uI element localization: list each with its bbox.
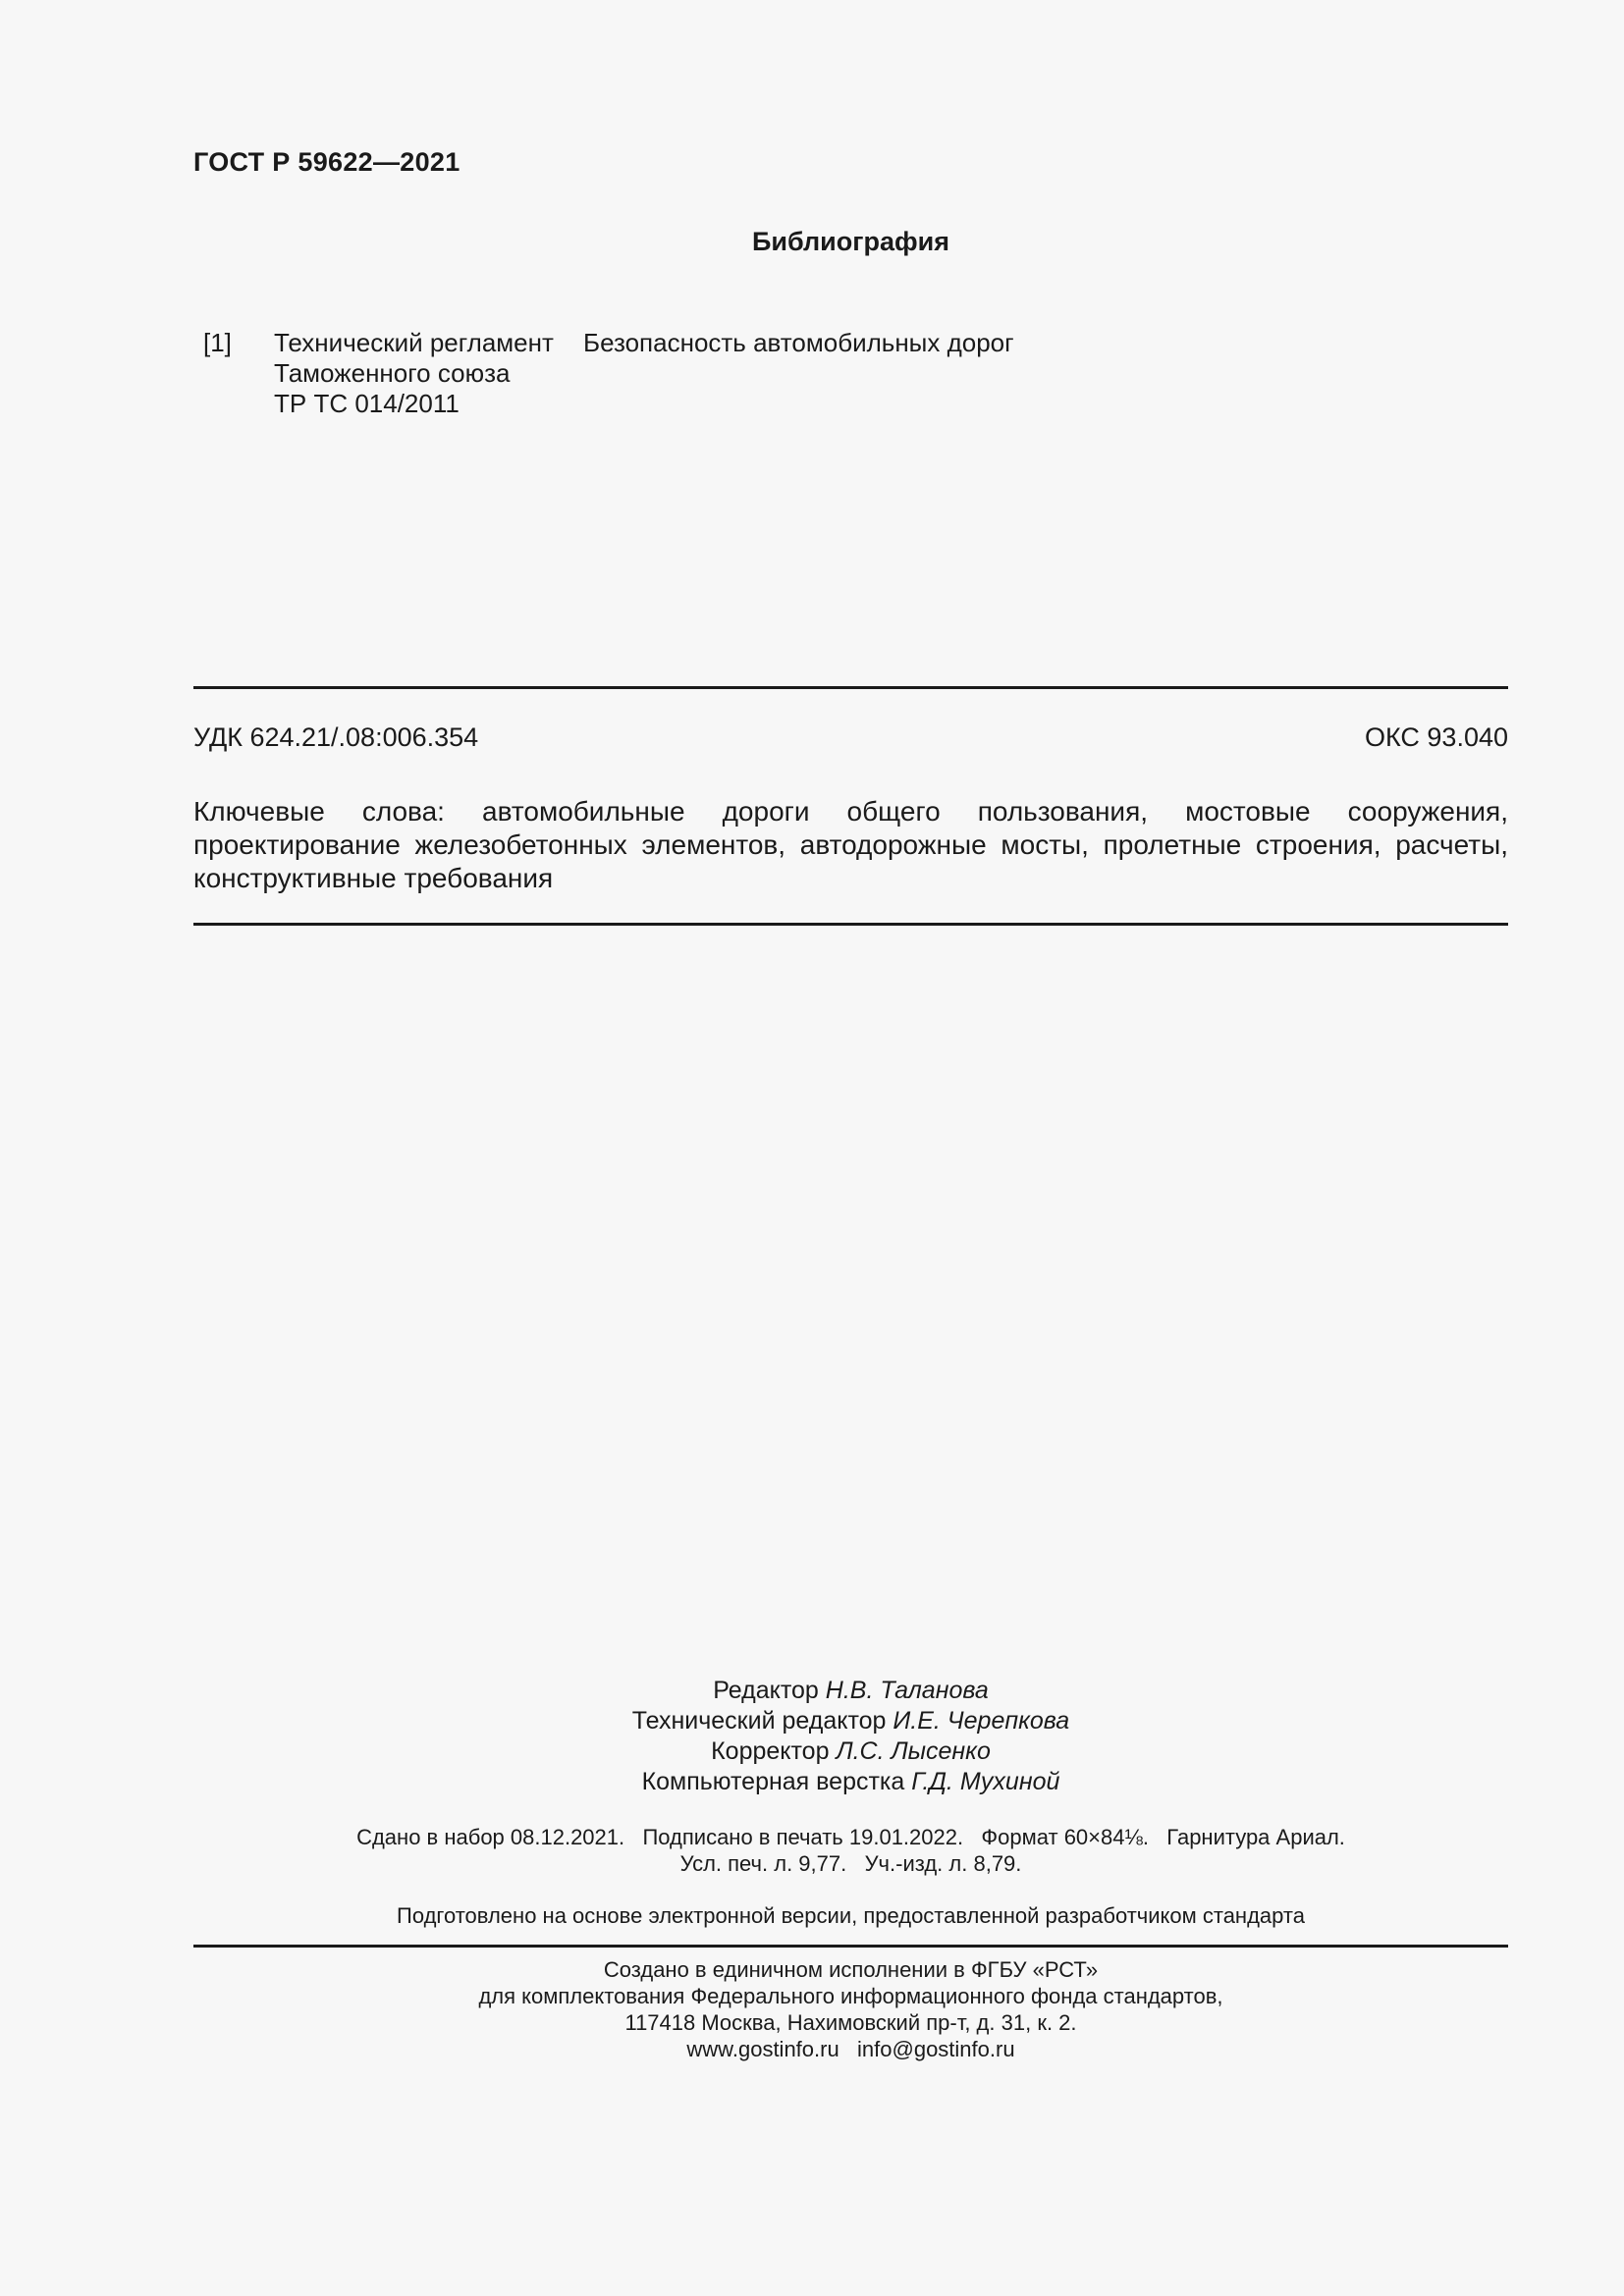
editorial-credits	[0, 1676, 1624, 1797]
publisher-info	[0, 1956, 1624, 2062]
reference-title: Безопасность автомобильных дорог	[583, 328, 1014, 357]
divider-bottom	[193, 1945, 1508, 1948]
publisher-line: 117418 Москва, Нахимовский пр-т, д. 31, к. 2.	[624, 2010, 1077, 2035]
publisher-line: Создано в единичном исполнении в ФГБУ «РСТ»	[603, 1957, 1099, 1982]
keywords-text: Ключевые слова: автомобильные дороги общего пользования, мостовые сооружения, проектирование железобетонных элементов, автодорожные мосты, пролетные строения, расчеты, конструктивные требования	[193, 796, 1508, 893]
reference-number: [1]	[203, 328, 232, 357]
credit-line: Редактор Н.В. Таланова	[713, 1677, 989, 1704]
credit-line: Компьютерная верстка Г.Д. Мухиной	[641, 1768, 1060, 1795]
prepared-note: Подготовлено на основе электронной версии, предоставленной разработчиком стандарта	[397, 1903, 1305, 1928]
reference-document-line: ТР ТС 014/2011	[274, 389, 460, 418]
divider-keywords	[193, 923, 1508, 926]
credit-line: Технический редактор И.Е. Черепкова	[631, 1707, 1070, 1735]
print-info-line: Сдано в набор 08.12.2021. Подписано в печать 19.01.2022. Формат 60×84⅛. Гарнитура Ариал.	[356, 1825, 1345, 1849]
reference-document-line: Таможенного союза	[274, 358, 511, 388]
reference-document	[274, 328, 554, 419]
bibliography-title: Библиография	[752, 227, 949, 256]
divider-top	[193, 686, 1508, 689]
print-information	[0, 1824, 1624, 1877]
oks-code: ОКС 93.040	[1364, 722, 1508, 752]
reference-document-line: Технический регламент	[274, 328, 554, 357]
credit-line: Корректор Л.С. Лысенко	[711, 1737, 991, 1765]
publisher-contacts[interactable]: www.gostinfo.ru info@gostinfo.ru	[686, 2037, 1015, 2061]
udk-code: УДК 624.21/.08:006.354	[193, 722, 479, 752]
print-info-line: Усл. печ. л. 9,77. Уч.-изд. л. 8,79.	[679, 1851, 1022, 1876]
document-code: ГОСТ Р 59622—2021	[193, 147, 460, 177]
publisher-line: для комплектования Федерального информационного фонда стандартов,	[478, 1984, 1223, 2008]
